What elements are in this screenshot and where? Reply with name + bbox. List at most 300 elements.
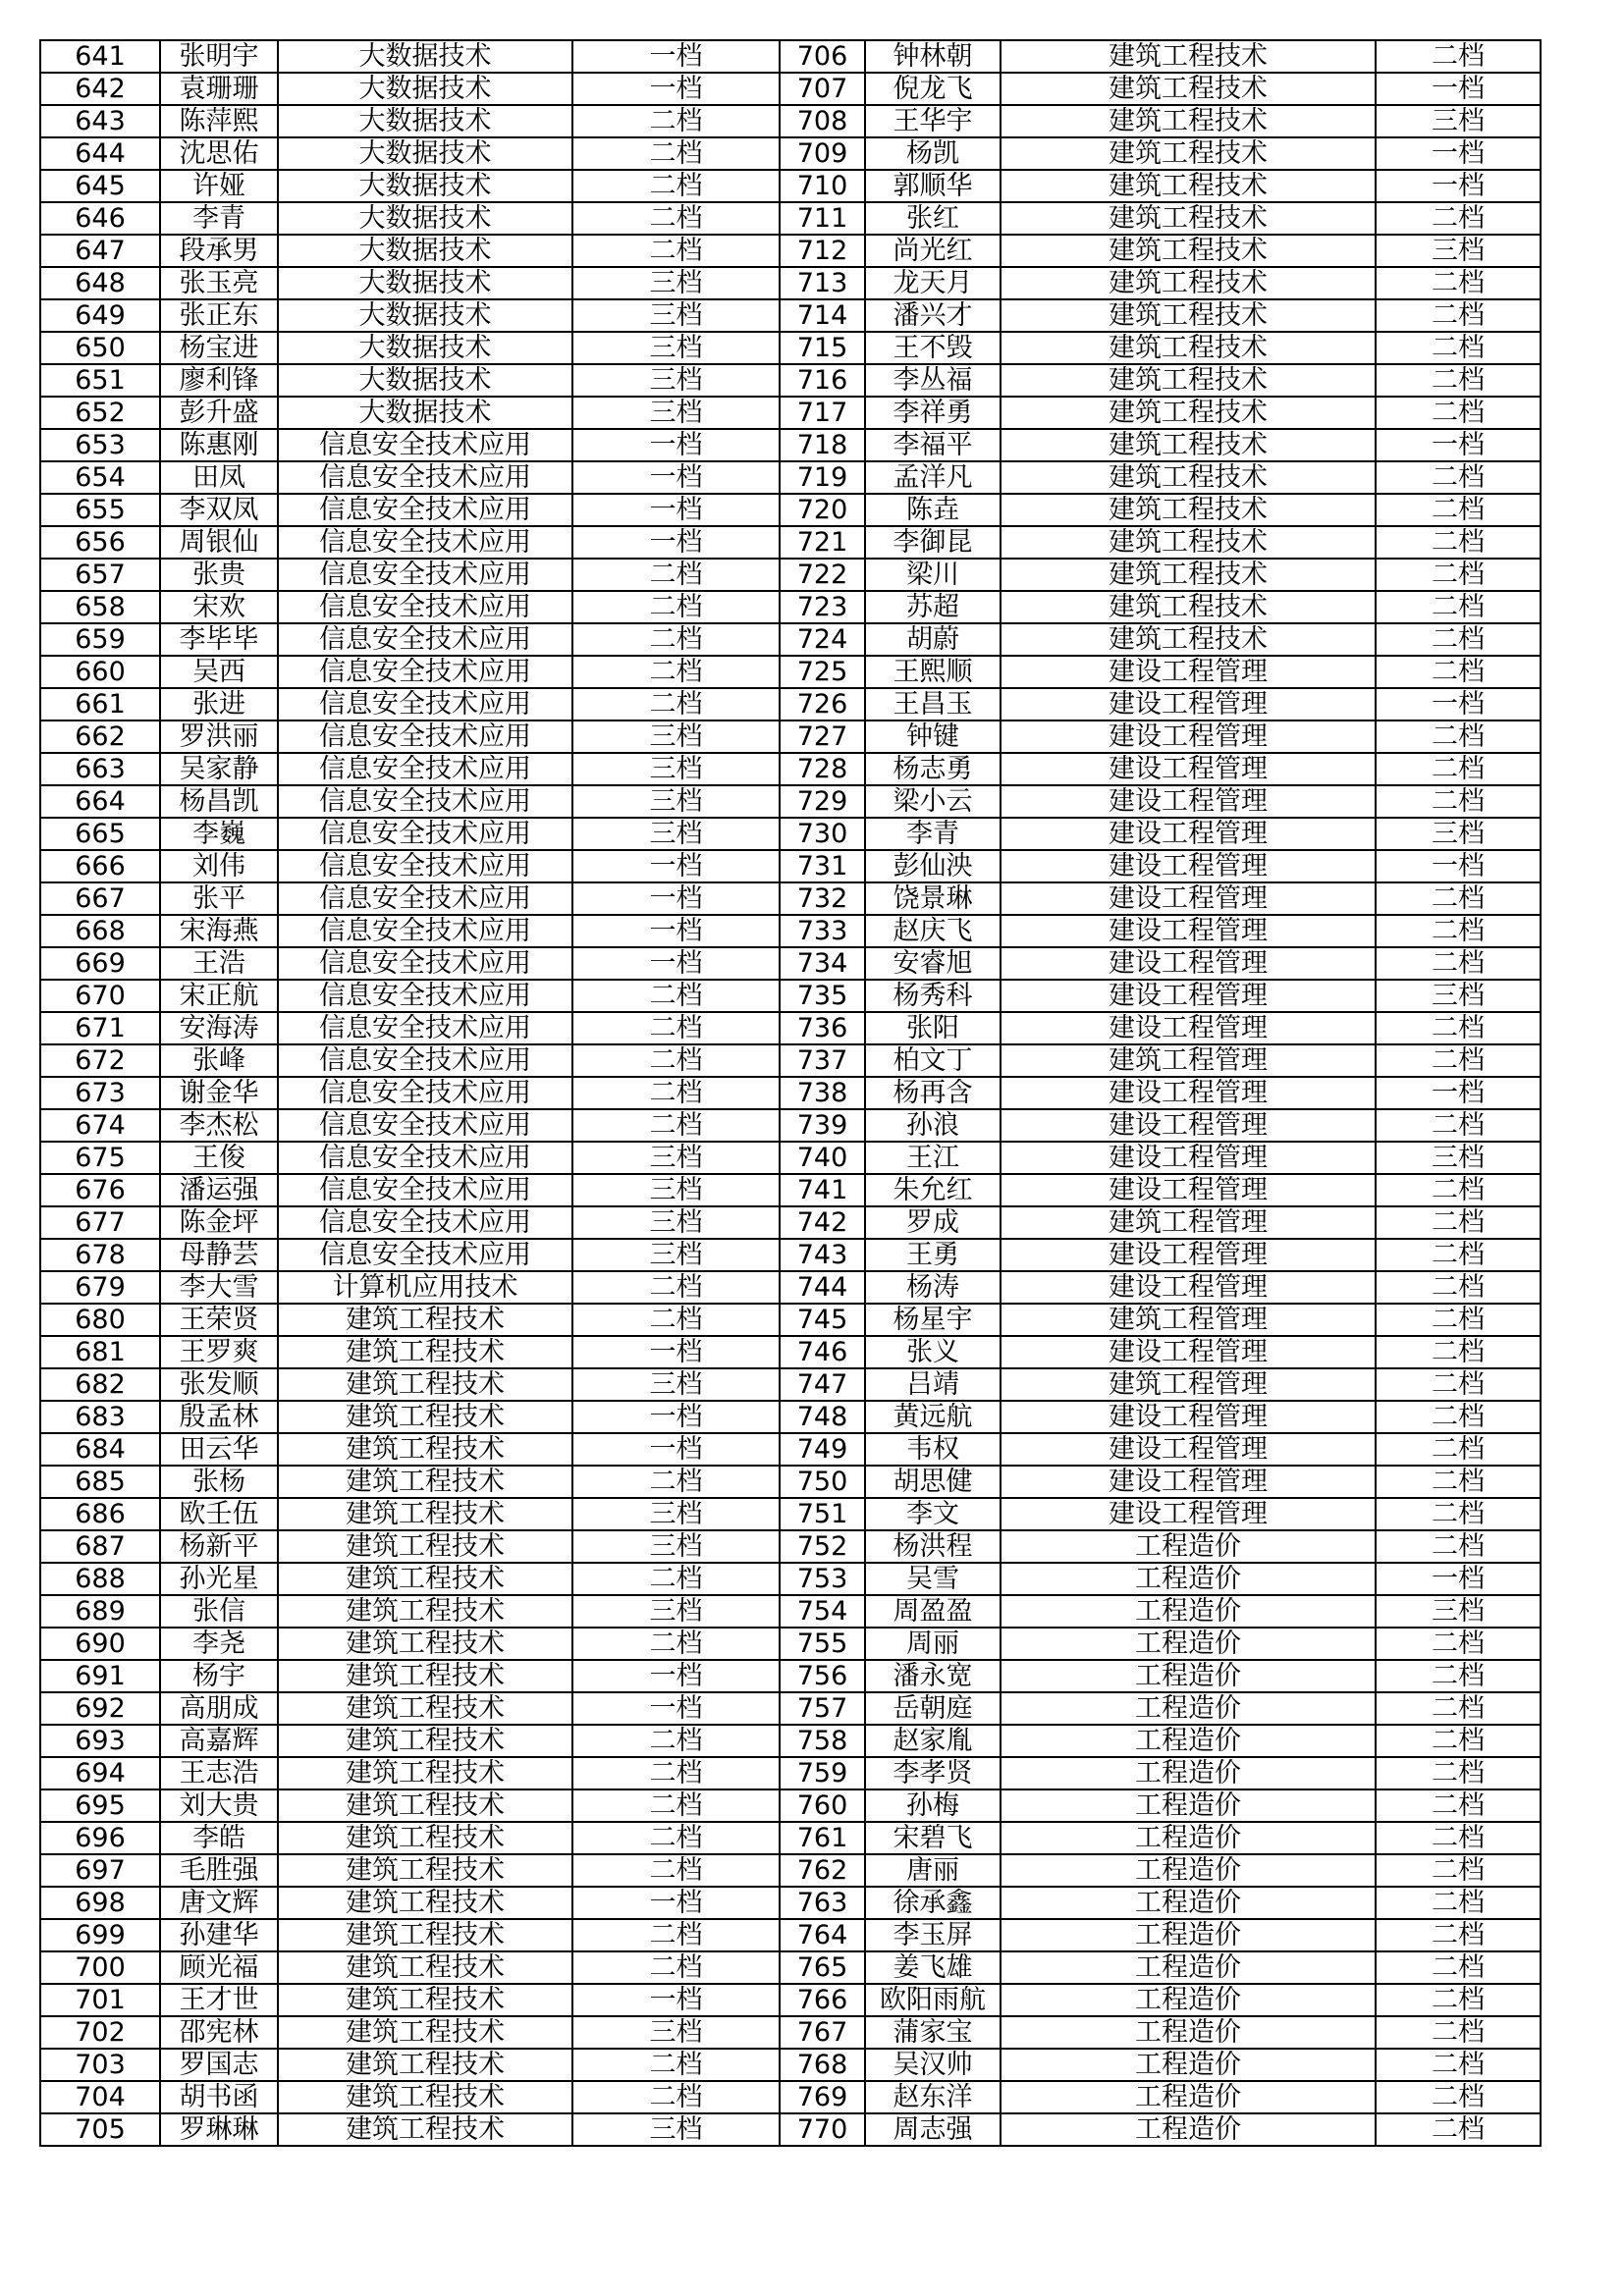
- student-name-cell: 吴西: [160, 656, 278, 688]
- major-cell: 建设工程管理: [1001, 785, 1376, 818]
- grade-cell: 二档: [1376, 882, 1541, 915]
- grade-cell: 二档: [1376, 785, 1541, 818]
- grade-cell: 一档: [572, 1401, 780, 1433]
- grade-cell: 二档: [572, 1854, 780, 1887]
- student-name-cell: 胡书函: [160, 2081, 278, 2113]
- student-name-cell: 胡思健: [865, 1466, 1001, 1498]
- serial-number-cell: 698: [40, 1887, 160, 1919]
- table-row: [40, 105, 1541, 137]
- student-name-cell: 李文: [865, 1498, 1001, 1530]
- student-name-cell: 吴汉帅: [865, 2049, 1001, 2081]
- roster-table: [39, 39, 1542, 2147]
- grade-cell: 二档: [1376, 947, 1541, 980]
- grade-cell: 一档: [1376, 137, 1541, 170]
- student-name-cell: 饶景琳: [865, 882, 1001, 915]
- serial-number-cell: 739: [780, 1109, 865, 1142]
- serial-number-cell: 766: [780, 1984, 865, 2016]
- major-cell: 建筑工程技术: [1001, 364, 1376, 397]
- major-cell: 建筑工程技术: [278, 2081, 572, 2113]
- grade-cell: 一档: [1376, 850, 1541, 882]
- table-row: [40, 494, 1541, 526]
- serial-number-cell: 662: [40, 721, 160, 753]
- table-row: [40, 1142, 1541, 1174]
- grade-cell: 一档: [572, 1692, 780, 1725]
- grade-cell: 二档: [572, 1044, 780, 1077]
- serial-number-cell: 716: [780, 364, 865, 397]
- serial-number-cell: 755: [780, 1628, 865, 1660]
- student-name-cell: 周银仙: [160, 526, 278, 559]
- student-name-cell: 谢金华: [160, 1077, 278, 1109]
- grade-cell: 三档: [1376, 1142, 1541, 1174]
- grade-cell: 二档: [1376, 1984, 1541, 2016]
- table-row: [40, 170, 1541, 202]
- major-cell: 信息安全技术应用: [278, 623, 572, 656]
- grade-cell: 一档: [1376, 688, 1541, 721]
- major-cell: 大数据技术: [278, 202, 572, 235]
- major-cell: 建筑工程技术: [278, 1854, 572, 1887]
- major-cell: 工程造价: [1001, 2016, 1376, 2049]
- student-name-cell: 王熙顺: [865, 656, 1001, 688]
- serial-number-cell: 678: [40, 1239, 160, 1271]
- serial-number-cell: 752: [780, 1530, 865, 1563]
- table-row: [40, 1077, 1541, 1109]
- serial-number-cell: 672: [40, 1044, 160, 1077]
- serial-number-cell: 641: [40, 40, 160, 73]
- major-cell: 工程造价: [1001, 1692, 1376, 1725]
- table-row: [40, 1336, 1541, 1368]
- major-cell: 大数据技术: [278, 235, 572, 267]
- serial-number-cell: 757: [780, 1692, 865, 1725]
- student-name-cell: 罗国志: [160, 2049, 278, 2081]
- major-cell: 建设工程管理: [1001, 915, 1376, 947]
- table-row: [40, 235, 1541, 267]
- grade-cell: 三档: [572, 1239, 780, 1271]
- major-cell: 计算机应用技术: [278, 1271, 572, 1304]
- major-cell: 信息安全技术应用: [278, 526, 572, 559]
- serial-number-cell: 721: [780, 526, 865, 559]
- major-cell: 建设工程管理: [1001, 1336, 1376, 1368]
- student-name-cell: 顾光福: [160, 1951, 278, 1984]
- grade-cell: 二档: [1376, 1951, 1541, 1984]
- serial-number-cell: 690: [40, 1628, 160, 1660]
- serial-number-cell: 758: [780, 1725, 865, 1757]
- grade-cell: 二档: [572, 1757, 780, 1789]
- table-row: [40, 1530, 1541, 1563]
- serial-number-cell: 659: [40, 623, 160, 656]
- serial-number-cell: 704: [40, 2081, 160, 2113]
- grade-cell: 二档: [1376, 1304, 1541, 1336]
- serial-number-cell: 656: [40, 526, 160, 559]
- serial-number-cell: 668: [40, 915, 160, 947]
- student-name-cell: 张平: [160, 882, 278, 915]
- table-row: [40, 332, 1541, 364]
- major-cell: 建设工程管理: [1001, 1498, 1376, 1530]
- grade-cell: 三档: [572, 785, 780, 818]
- major-cell: 建筑工程技术: [1001, 299, 1376, 332]
- major-cell: 建筑工程技术: [278, 1919, 572, 1951]
- serial-number-cell: 744: [780, 1271, 865, 1304]
- major-cell: 建设工程管理: [1001, 947, 1376, 980]
- serial-number-cell: 701: [40, 1984, 160, 2016]
- serial-number-cell: 734: [780, 947, 865, 980]
- major-cell: 大数据技术: [278, 299, 572, 332]
- major-cell: 建筑工程技术: [1001, 170, 1376, 202]
- student-name-cell: 徐承鑫: [865, 1887, 1001, 1919]
- serial-number-cell: 741: [780, 1174, 865, 1206]
- student-name-cell: 袁珊珊: [160, 73, 278, 105]
- major-cell: 大数据技术: [278, 105, 572, 137]
- student-name-cell: 杨星宇: [865, 1304, 1001, 1336]
- table-row: [40, 1433, 1541, 1466]
- major-cell: 信息安全技术应用: [278, 915, 572, 947]
- serial-number-cell: 652: [40, 397, 160, 429]
- serial-number-cell: 708: [780, 105, 865, 137]
- serial-number-cell: 692: [40, 1692, 160, 1725]
- serial-number-cell: 718: [780, 429, 865, 461]
- serial-number-cell: 709: [780, 137, 865, 170]
- serial-number-cell: 761: [780, 1822, 865, 1854]
- student-name-cell: 宋碧飞: [865, 1822, 1001, 1854]
- major-cell: 建筑工程技术: [1001, 461, 1376, 494]
- grade-cell: 二档: [572, 591, 780, 623]
- serial-number-cell: 750: [780, 1466, 865, 1498]
- serial-number-cell: 753: [780, 1563, 865, 1595]
- table-row: [40, 656, 1541, 688]
- table-row: [40, 1109, 1541, 1142]
- serial-number-cell: 651: [40, 364, 160, 397]
- grade-cell: 三档: [572, 299, 780, 332]
- major-cell: 信息安全技术应用: [278, 785, 572, 818]
- grade-cell: 一档: [1376, 170, 1541, 202]
- serial-number-cell: 754: [780, 1595, 865, 1628]
- table-row: [40, 267, 1541, 299]
- table-row: [40, 785, 1541, 818]
- student-name-cell: 周盈盈: [865, 1595, 1001, 1628]
- student-name-cell: 李祥勇: [865, 397, 1001, 429]
- student-name-cell: 陈金坪: [160, 1206, 278, 1239]
- major-cell: 建筑工程技术: [1001, 559, 1376, 591]
- serial-number-cell: 674: [40, 1109, 160, 1142]
- major-cell: 信息安全技术应用: [278, 591, 572, 623]
- student-name-cell: 杨宇: [160, 1660, 278, 1692]
- grade-cell: 一档: [572, 526, 780, 559]
- major-cell: 建筑工程技术: [1001, 332, 1376, 364]
- serial-number-cell: 654: [40, 461, 160, 494]
- major-cell: 建筑工程技术: [1001, 267, 1376, 299]
- major-cell: 建筑工程技术: [1001, 591, 1376, 623]
- table-row: [40, 1887, 1541, 1919]
- serial-number-cell: 751: [780, 1498, 865, 1530]
- serial-number-cell: 764: [780, 1919, 865, 1951]
- grade-cell: 二档: [1376, 1919, 1541, 1951]
- grade-cell: 二档: [1376, 721, 1541, 753]
- grade-cell: 二档: [1376, 1757, 1541, 1789]
- major-cell: 信息安全技术应用: [278, 1239, 572, 1271]
- serial-number-cell: 680: [40, 1304, 160, 1336]
- major-cell: 建筑工程技术: [278, 1563, 572, 1595]
- student-name-cell: 刘大贵: [160, 1789, 278, 1822]
- student-name-cell: 宋欢: [160, 591, 278, 623]
- serial-number-cell: 648: [40, 267, 160, 299]
- student-name-cell: 沈思佑: [160, 137, 278, 170]
- grade-cell: 一档: [572, 461, 780, 494]
- student-name-cell: 王华宇: [865, 105, 1001, 137]
- student-name-cell: 苏超: [865, 591, 1001, 623]
- grade-cell: 二档: [1376, 1044, 1541, 1077]
- major-cell: 工程造价: [1001, 1595, 1376, 1628]
- student-name-cell: 杨洪程: [865, 1530, 1001, 1563]
- student-name-cell: 张红: [865, 202, 1001, 235]
- table-row: [40, 1628, 1541, 1660]
- serial-number-cell: 745: [780, 1304, 865, 1336]
- major-cell: 工程造价: [1001, 2049, 1376, 2081]
- major-cell: 大数据技术: [278, 137, 572, 170]
- grade-cell: 二档: [572, 1304, 780, 1336]
- grade-cell: 一档: [572, 40, 780, 73]
- student-name-cell: 张明宇: [160, 40, 278, 73]
- student-name-cell: 王不毁: [865, 332, 1001, 364]
- major-cell: 大数据技术: [278, 332, 572, 364]
- grade-cell: 一档: [572, 850, 780, 882]
- grade-cell: 二档: [1376, 1368, 1541, 1401]
- grade-cell: 二档: [1376, 1822, 1541, 1854]
- grade-cell: 二档: [572, 1271, 780, 1304]
- table-row: [40, 202, 1541, 235]
- serial-number-cell: 725: [780, 656, 865, 688]
- serial-number-cell: 694: [40, 1757, 160, 1789]
- major-cell: 大数据技术: [278, 170, 572, 202]
- grade-cell: 一档: [572, 1984, 780, 2016]
- student-name-cell: 岳朝庭: [865, 1692, 1001, 1725]
- serial-number-cell: 650: [40, 332, 160, 364]
- major-cell: 信息安全技术应用: [278, 1206, 572, 1239]
- grade-cell: 二档: [1376, 1109, 1541, 1142]
- major-cell: 建设工程管理: [1001, 850, 1376, 882]
- grade-cell: 二档: [1376, 1433, 1541, 1466]
- student-name-cell: 赵家胤: [865, 1725, 1001, 1757]
- student-name-cell: 李尧: [160, 1628, 278, 1660]
- student-name-cell: 郭顺华: [865, 170, 1001, 202]
- serial-number-cell: 675: [40, 1142, 160, 1174]
- table-row: [40, 1044, 1541, 1077]
- grade-cell: 三档: [572, 1498, 780, 1530]
- grade-cell: 一档: [1376, 429, 1541, 461]
- student-name-cell: 朱允红: [865, 1174, 1001, 1206]
- serial-number-cell: 717: [780, 397, 865, 429]
- serial-number-cell: 702: [40, 2016, 160, 2049]
- major-cell: 建筑工程技术: [278, 1951, 572, 1984]
- student-name-cell: 韦权: [865, 1433, 1001, 1466]
- serial-number-cell: 681: [40, 1336, 160, 1368]
- student-name-cell: 王浩: [160, 947, 278, 980]
- major-cell: 建筑工程技术: [1001, 105, 1376, 137]
- student-name-cell: 孙浪: [865, 1109, 1001, 1142]
- major-cell: 建设工程管理: [1001, 1142, 1376, 1174]
- student-name-cell: 尚光红: [865, 235, 1001, 267]
- major-cell: 信息安全技术应用: [278, 656, 572, 688]
- grade-cell: 三档: [572, 1595, 780, 1628]
- major-cell: 建筑工程技术: [278, 1466, 572, 1498]
- student-name-cell: 梁川: [865, 559, 1001, 591]
- serial-number-cell: 695: [40, 1789, 160, 1822]
- major-cell: 工程造价: [1001, 1530, 1376, 1563]
- major-cell: 建筑工程技术: [278, 1725, 572, 1757]
- student-name-cell: 李御昆: [865, 526, 1001, 559]
- major-cell: 建筑工程技术: [278, 1628, 572, 1660]
- grade-cell: 二档: [1376, 1628, 1541, 1660]
- major-cell: 建筑工程技术: [278, 1984, 572, 2016]
- serial-number-cell: 719: [780, 461, 865, 494]
- student-name-cell: 吕靖: [865, 1368, 1001, 1401]
- major-cell: 工程造价: [1001, 1854, 1376, 1887]
- major-cell: 建筑工程技术: [1001, 137, 1376, 170]
- serial-number-cell: 732: [780, 882, 865, 915]
- student-name-cell: 欧壬伍: [160, 1498, 278, 1530]
- student-name-cell: 赵东洋: [865, 2081, 1001, 2113]
- grade-cell: 二档: [1376, 267, 1541, 299]
- student-name-cell: 李青: [160, 202, 278, 235]
- table-row: [40, 1951, 1541, 1984]
- major-cell: 建筑工程管理: [1001, 1206, 1376, 1239]
- table-row: [40, 1239, 1541, 1271]
- student-name-cell: 许娅: [160, 170, 278, 202]
- serial-number-cell: 710: [780, 170, 865, 202]
- student-name-cell: 张贵: [160, 559, 278, 591]
- grade-cell: 二档: [1376, 364, 1541, 397]
- grade-cell: 二档: [1376, 40, 1541, 73]
- grade-cell: 三档: [572, 1368, 780, 1401]
- major-cell: 信息安全技术应用: [278, 818, 572, 850]
- major-cell: 建筑工程技术: [1001, 202, 1376, 235]
- major-cell: 建筑工程技术: [278, 2049, 572, 2081]
- major-cell: 建筑工程管理: [1001, 1304, 1376, 1336]
- major-cell: 信息安全技术应用: [278, 1044, 572, 1077]
- grade-cell: 二档: [1376, 1174, 1541, 1206]
- grade-cell: 二档: [572, 656, 780, 688]
- student-name-cell: 张发顺: [160, 1368, 278, 1401]
- table-row: [40, 2113, 1541, 2146]
- serial-number-cell: 703: [40, 2049, 160, 2081]
- serial-number-cell: 669: [40, 947, 160, 980]
- student-name-cell: 杨志勇: [865, 753, 1001, 785]
- grade-cell: 二档: [1376, 1336, 1541, 1368]
- serial-number-cell: 696: [40, 1822, 160, 1854]
- serial-number-cell: 645: [40, 170, 160, 202]
- serial-number-cell: 730: [780, 818, 865, 850]
- serial-number-cell: 748: [780, 1401, 865, 1433]
- serial-number-cell: 683: [40, 1401, 160, 1433]
- grade-cell: 一档: [572, 1433, 780, 1466]
- major-cell: 建筑工程技术: [1001, 526, 1376, 559]
- student-name-cell: 吴雪: [865, 1563, 1001, 1595]
- grade-cell: 三档: [572, 397, 780, 429]
- grade-cell: 二档: [1376, 1692, 1541, 1725]
- major-cell: 建筑工程技术: [278, 1368, 572, 1401]
- serial-number-cell: 735: [780, 980, 865, 1012]
- student-name-cell: 胡蔚: [865, 623, 1001, 656]
- serial-number-cell: 740: [780, 1142, 865, 1174]
- serial-number-cell: 707: [780, 73, 865, 105]
- table-row: [40, 1595, 1541, 1628]
- major-cell: 建设工程管理: [1001, 688, 1376, 721]
- major-cell: 建设工程管理: [1001, 1109, 1376, 1142]
- major-cell: 工程造价: [1001, 1951, 1376, 1984]
- grade-cell: 一档: [572, 882, 780, 915]
- grade-cell: 二档: [1376, 526, 1541, 559]
- serial-number-cell: 736: [780, 1012, 865, 1044]
- major-cell: 大数据技术: [278, 40, 572, 73]
- grade-cell: 二档: [1376, 1012, 1541, 1044]
- student-name-cell: 杨新平: [160, 1530, 278, 1563]
- grade-cell: 二档: [1376, 2016, 1541, 2049]
- major-cell: 工程造价: [1001, 1725, 1376, 1757]
- student-name-cell: 彭仙泱: [865, 850, 1001, 882]
- major-cell: 建筑工程技术: [278, 1530, 572, 1563]
- student-name-cell: 王昌玉: [865, 688, 1001, 721]
- serial-number-cell: 689: [40, 1595, 160, 1628]
- grade-cell: 二档: [1376, 1466, 1541, 1498]
- student-name-cell: 李丛福: [865, 364, 1001, 397]
- serial-number-cell: 738: [780, 1077, 865, 1109]
- table-row: [40, 1498, 1541, 1530]
- student-name-cell: 李孝贤: [865, 1757, 1001, 1789]
- serial-number-cell: 705: [40, 2113, 160, 2146]
- serial-number-cell: 706: [780, 40, 865, 73]
- grade-cell: 二档: [1376, 591, 1541, 623]
- serial-number-cell: 762: [780, 1854, 865, 1887]
- grade-cell: 二档: [1376, 494, 1541, 526]
- student-name-cell: 田凤: [160, 461, 278, 494]
- student-name-cell: 李毕毕: [160, 623, 278, 656]
- grade-cell: 二档: [572, 1563, 780, 1595]
- grade-cell: 一档: [1376, 1563, 1541, 1595]
- grade-cell: 二档: [1376, 1239, 1541, 1271]
- major-cell: 工程造价: [1001, 2113, 1376, 2146]
- grade-cell: 二档: [572, 235, 780, 267]
- grade-cell: 二档: [572, 1109, 780, 1142]
- table-row: [40, 397, 1541, 429]
- serial-number-cell: 763: [780, 1887, 865, 1919]
- student-name-cell: 安睿旭: [865, 947, 1001, 980]
- student-name-cell: 张进: [160, 688, 278, 721]
- student-name-cell: 王俊: [160, 1142, 278, 1174]
- major-cell: 信息安全技术应用: [278, 429, 572, 461]
- grade-cell: 三档: [1376, 235, 1541, 267]
- student-name-cell: 柏文丁: [865, 1044, 1001, 1077]
- student-name-cell: 殷孟林: [160, 1401, 278, 1433]
- grade-cell: 二档: [1376, 397, 1541, 429]
- student-name-cell: 张正东: [160, 299, 278, 332]
- table-row: [40, 364, 1541, 397]
- grade-cell: 二档: [1376, 1271, 1541, 1304]
- grade-cell: 二档: [572, 688, 780, 721]
- grade-cell: 三档: [1376, 1595, 1541, 1628]
- student-name-cell: 李福平: [865, 429, 1001, 461]
- serial-number-cell: 731: [780, 850, 865, 882]
- roster-table-body: [40, 40, 1541, 2146]
- serial-number-cell: 684: [40, 1433, 160, 1466]
- major-cell: 建筑工程技术: [278, 1498, 572, 1530]
- table-row: [40, 1206, 1541, 1239]
- table-row: [40, 882, 1541, 915]
- grade-cell: 一档: [572, 73, 780, 105]
- serial-number-cell: 665: [40, 818, 160, 850]
- serial-number-cell: 733: [780, 915, 865, 947]
- grade-cell: 二档: [572, 2049, 780, 2081]
- grade-cell: 二档: [572, 1466, 780, 1498]
- serial-number-cell: 691: [40, 1660, 160, 1692]
- grade-cell: 二档: [572, 105, 780, 137]
